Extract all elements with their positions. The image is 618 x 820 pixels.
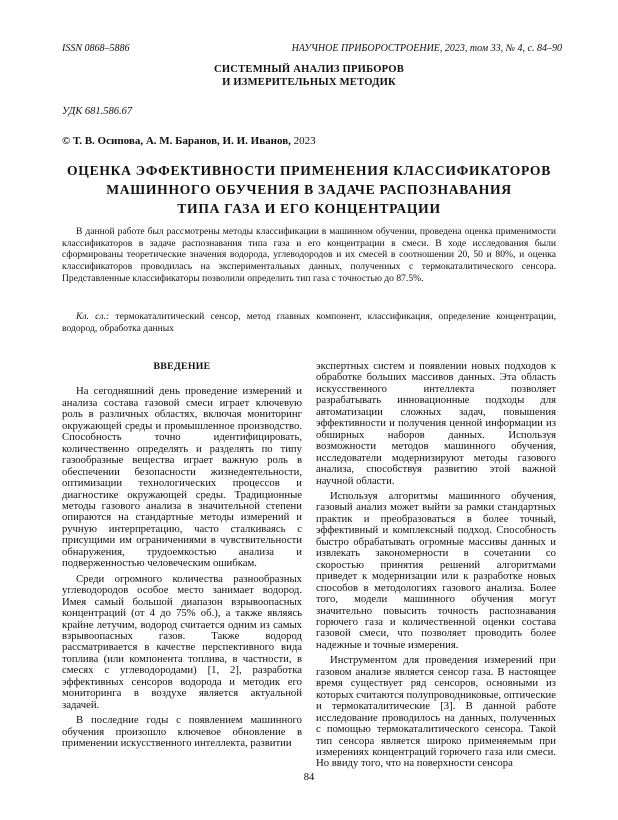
article-title-line-1: ОЦЕНКА ЭФФЕКТИВНОСТИ ПРИМЕНЕНИЯ КЛАССИФИКАТОРОВ: [67, 163, 551, 178]
authors: [62, 135, 316, 147]
paragraph-3: В последние годы с появлением машинного обучения произошло ключевое обновление в применении искусственного интеллекта, развитии: [62, 714, 302, 750]
keywords-text: термокаталитический сенсор, метод главных компонент, классификация, определение концентрации, водород, обработка данных: [62, 311, 556, 334]
journal-info: НАУЧНОЕ ПРИБОРОСТРОЕНИЕ, 2023, том 33, № 4, c. 84–90: [291, 43, 562, 54]
body-column-left: [62, 361, 302, 750]
keywords: [62, 311, 556, 334]
abstract: В данной работе был рассмотрены методы классификации в машинном обучении, проведена оценка применимости классификаторов в задаче распознавания типа газа и его концентрации в смеси. В ходе исследования были сформированы теоретические значения водорода, углеводородов и их смесей в соотношении 20, 50 и 80%, и оценка классификаторов проводилась на экспериментальных данных, полученных с термокаталитического сенсора. Представленные классификаторы позволили определить тип газа с точностью до 87.5%.: [62, 226, 556, 284]
issn: ISSN 0868–5886: [62, 43, 130, 54]
udk-code: УДК 681.586.67: [62, 106, 133, 117]
paragraph-2: Среди огромного количества разнообразных углеводородов особое место занимает водород. Имея самый большой диапазон взрывоопасных концентраций (от 4 до 75% об.), а также являясь крайне летучим, водород считается одним из самых взрывоопасных газов. Также водород рассматривается в качестве перспективного вида топлива (или компонента топлива, в частности, в смесях с углеводородами) [1, 2], разработка эффективных сенсоров водорода и методик его мониторинга в воздухе является актуальной задачей.: [62, 572, 302, 711]
article-title-line-2: МАШИННОГО ОБУЧЕНИЯ В ЗАДАЧЕ РАСПОЗНАВАНИЯ: [106, 182, 512, 197]
author-names: Т. В. Осипова, А. М. Баранов, И. И. Иванов,: [72, 135, 291, 147]
article-title: [62, 161, 556, 218]
section-title: [62, 63, 556, 89]
paragraph-1: На сегодняшний день проведение измерений и анализа состава газовой смеси играет ключевую роль в различных областях, включая мониторинг окружающей среды и промышленное производство. Способность точно идентифицировать, количественно определять и разделять по типу газообразные вещества играет важную роль в обеспечении безопасности жизнедеятельности, оптимизации технологических процессов и диагностике окружающей среды. Традиционные методы газового анализа в значительной степени опираются на стандартные методы измерений и ручную интерпретацию, часто сталкиваясь с присущими им ограничениями в чувствительности обнаружения, трудоемкостью анализа и подверженностью человеческим ошибкам.: [62, 385, 302, 570]
page-number: 84: [303, 772, 315, 783]
paragraph-3-continued: экспертных систем и появлении новых подходов к обработке больших массивов данных. Эта область искусственного интеллекта позволяет разрабатывать инновационные подходы для автоматизации сложных задач, повышения эффективности и получения ценной информации из обширных наборов данных. Используя возможности методов машинного обучения, исследователи модернизируют методы газового анализа, способствуя развитию этой важной научной области.: [316, 360, 556, 487]
section-title-line-2: И ИЗМЕРИТЕЛЬНЫХ МЕТОДИК: [222, 77, 396, 88]
keywords-label: Кл. сл.:: [76, 311, 110, 322]
article-title-line-3: ТИПА ГАЗА И ЕГО КОНЦЕНТРАЦИИ: [177, 201, 441, 216]
paragraph-5: Инструментом для проведения измерений при газовом анализе является сенсор газа. В настоящее время существует ряд сенсоров, основными из которых считаются полупроводниковые, оптические и термокаталитические [3]. В данной работе исследование проводилось на данных, полученных с помощью термокаталитического сенсора. Такой тип сенсора является широко применяемым при измерениях концентраций горючего газа или смеси. Но ввиду того, что на поверхности сенсора: [316, 654, 556, 770]
body-column-right: [316, 361, 556, 770]
paragraph-4: Используя алгоритмы машинного обучения, газовый анализ может выйти за рамки стандартных практик и преобразоваться в более точный, эффективный и комплексный подход. Способность быстро обрабатывать огромные массивы данных и извлекать закономерности в сочетании со скоростью принятия решений алгоритмами приведет к модернизации или к разработке новых способов в методологиях газового анализа. Более того, модели машинного обучения могут значительно повысить точность распознавания горючего газа и количественной оценки состава газовой смеси, что позволяет проводить более надежные и точные измерения.: [316, 489, 556, 651]
section-heading: ВВЕДЕНИЕ: [153, 361, 211, 372]
copyright-icon: ©: [62, 135, 71, 147]
section-title-line-1: СИСТЕМНЫЙ АНАЛИЗ ПРИБОРОВ: [214, 64, 404, 75]
publication-year: 2023: [293, 135, 316, 147]
